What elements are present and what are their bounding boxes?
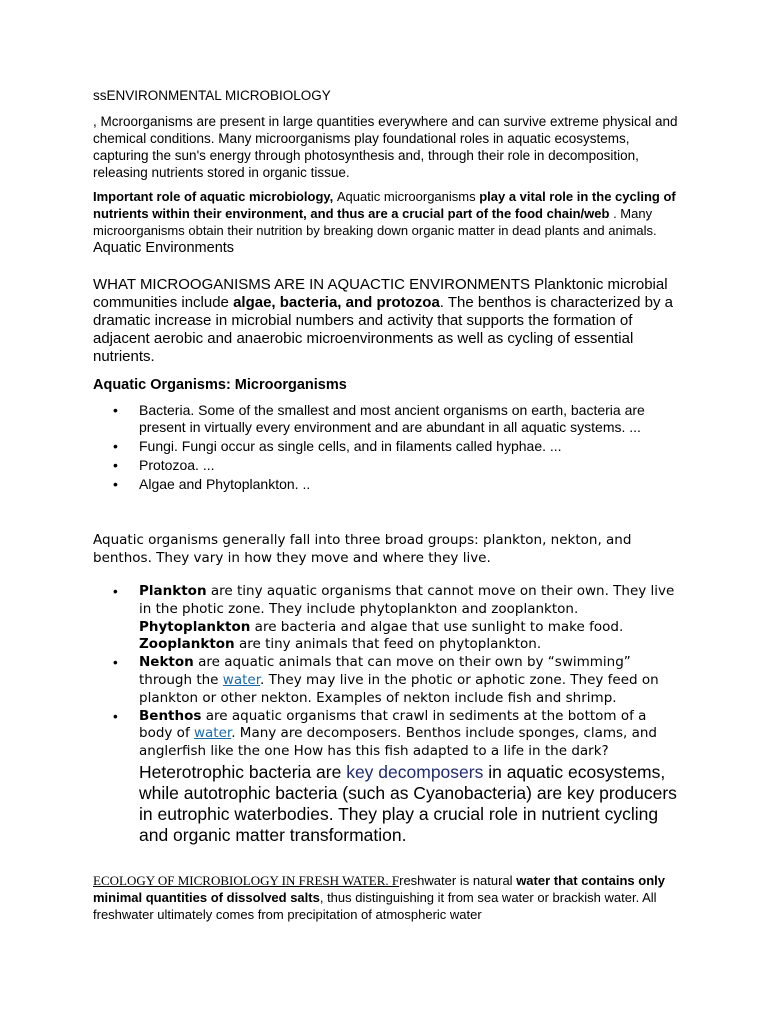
what-paragraph	[93, 276, 683, 366]
hetero-text-1: Heterotrophic bacteria are	[139, 761, 347, 782]
role-text-1: Aquatic microorganisms	[336, 189, 480, 204]
benthos-term: Benthos	[139, 707, 202, 724]
list-item	[93, 708, 683, 846]
zooplankton-text: are tiny animals that feed on phytoplankton.	[234, 636, 542, 653]
plankton-term: Plankton	[139, 583, 207, 599]
water-link[interactable]: water	[222, 671, 261, 688]
document-title: ssENVIRONMENTAL MICROBIOLOGY	[93, 88, 331, 103]
hetero-text-2: in aquatic ecosystems, while autotrophic bacteria (such as Cyanobacteria) are key producers in eutrophic waterbodies. They play a crucial role in nutrient cycling and organic matter transformation.	[139, 761, 677, 845]
microorganism-list	[93, 402, 683, 493]
zooplankton-term: Zooplankton	[139, 636, 235, 653]
intro-paragraph: , Mcroorganisms are present in large quantities everywhere and can survive extreme physical and chemical conditions. Many microorganisms play foundational roles in aquatic ecosystems, capturing the sun's energy through photosynthesis and, through their role in decomposition, releasing nutrients stored in organic tissue.	[93, 114, 678, 180]
freshwater-text-2: , thus distinguishing it from sea water or brackish water. All freshwater ultimately comes from precipitation of atmospheric water	[93, 890, 657, 922]
freshwater-bold: water that contains only minimal quantities of dissolved salts	[93, 873, 665, 905]
water-link[interactable]: water	[193, 725, 232, 742]
list-item	[93, 654, 683, 707]
role-bold: play a vital role in the cycling of nutrients within their environment, and thus are a crucial part of the food chain/web	[93, 189, 676, 221]
hetero-key-term: key decomposers	[346, 761, 484, 782]
organisms-heading: Aquatic Organisms: Microorganisms	[93, 377, 347, 393]
role-text-2: . Many microorganisms obtain their nutrition by breaking down organic matter in dead plants and animals.	[93, 206, 657, 238]
list-item: • Bacteria. Some of the smallest and most ancient organisms on earth, bacteria are present in virtually every environment and are abundant in all aquatic systems. ...	[93, 402, 683, 436]
list-item	[93, 583, 683, 654]
what-text-1: WHAT MICROOGANISMS ARE IN AQUACTIC ENVIRONMENTS Planktonic microbial communities include	[93, 276, 668, 311]
groups-intro: Aquatic organisms generally fall into three broad groups: plankton, nekton, and benthos. They vary in how they move and where they live.	[93, 532, 632, 566]
groups-list	[93, 583, 683, 846]
what-text-2: . The benthos is characterized by a dramatic increase in microbial numbers and activity that supports the formation of adjacent aerobic and anaerobic microenvironments as well as cycling of essential nutrients.	[93, 294, 673, 365]
benthos-text-2: . Many are decomposers. Benthos include sponges, clams, and anglerfish like the one How has this fish adapted to a life in the dark?	[139, 725, 658, 760]
nekton-text-2: . They may live in the photic or aphotic zone. They feed on plankton or other nekton. Examples of nekton include fish and shrimp.	[139, 671, 659, 706]
freshwater-paragraph	[93, 872, 683, 923]
phytoplankton-term: Phytoplankton	[139, 618, 251, 635]
nekton-text-1: are aquatic animals that can move on their own by “swimming” through the	[139, 654, 631, 688]
heterotrophic-paragraph	[139, 762, 683, 846]
freshwater-text-1: reshwater is natural	[399, 873, 517, 888]
what-bold: algae, bacteria, and protozoa	[233, 294, 440, 311]
benthos-text-1: are aquatic organisms that crawl in sediments at the bottom of a body of	[139, 707, 647, 742]
nekton-term: Nekton	[139, 654, 194, 671]
role-paragraph	[93, 188, 683, 257]
list-item: • Algae and Phytoplankton. ..	[93, 476, 683, 493]
list-item: • Protozoa. ...	[93, 457, 683, 474]
role-tail: Aquatic Environments	[93, 240, 235, 256]
plankton-text: are tiny aquatic organisms that cannot move on their own. They live in the photic zone. They include phytoplankton and zooplankton.	[139, 583, 675, 617]
phytoplankton-text: are bacteria and algae that use sunlight to make food.	[250, 618, 624, 635]
role-lead: Important role of aquatic microbiology,	[93, 189, 337, 204]
freshwater-heading: ECOLOGY OF MICROBIOLOGY IN FRESH WATER. F	[93, 873, 400, 888]
list-item: • Fungi. Fungi occur as single cells, and in filaments called hyphae. ...	[93, 438, 683, 455]
